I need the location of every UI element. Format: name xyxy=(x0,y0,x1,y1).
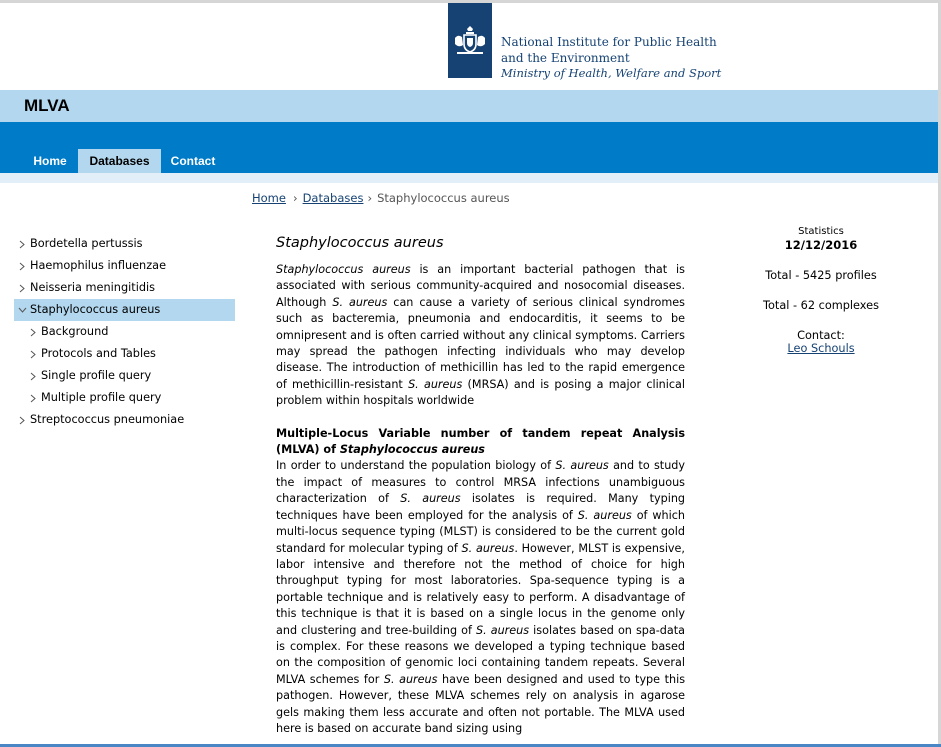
nav-underline-band xyxy=(0,173,938,183)
chevron-right-icon xyxy=(30,387,38,409)
intro-paragraph: Staphylococcus aureus is an important bacterial pathogen that is associated with serious community-acquired and nosocomial diseases. Although S. aureus can cause a variety of serious clinical syndromes such as bacteremia, pneumonia and endocarditis, it seems to be omnipresent and is often carried without any clinical symptoms. Carriers may spread the pathogen infecting individuals who may develop disease. The introduction of methicillin has led to the rapid emergence of methicillin-resistant S. aureus (MRSA) and is posing a major clinical problem within hospitals worldwide xyxy=(276,263,686,408)
sidebar xyxy=(14,233,235,431)
chevron-right-icon xyxy=(19,409,27,431)
sidebar-item-label: Haemophilus influenzae xyxy=(30,259,167,272)
chevron-right-icon xyxy=(30,321,38,343)
sidebar-subitem-multiple-query[interactable] xyxy=(14,387,235,409)
sidebar-subitem-single-query[interactable] xyxy=(14,365,235,387)
breadcrumb xyxy=(252,191,510,205)
rivm-logo[interactable] xyxy=(448,3,492,78)
chevron-right-icon xyxy=(19,233,27,255)
statistics-panel xyxy=(746,226,896,355)
contact-link[interactable]: Leo Schouls xyxy=(787,342,855,355)
sidebar-subitem-protocols[interactable] xyxy=(14,343,235,365)
chevron-right-icon: › xyxy=(367,191,373,205)
sidebar-item-label: Staphylococcus aureus xyxy=(30,303,161,316)
total-profiles: Total - 5425 profiles xyxy=(765,269,877,282)
sidebar-item-staphylococcus[interactable] xyxy=(14,299,235,321)
chevron-right-icon xyxy=(30,343,38,365)
statistics-label: Statistics xyxy=(798,226,844,237)
sidebar-item-bordetella[interactable] xyxy=(14,233,235,255)
org-line-1: National Institute for Public Health xyxy=(501,35,717,49)
sidebar-item-label: Neisseria meningitidis xyxy=(30,281,156,294)
sidebar-item-streptococcus[interactable] xyxy=(14,409,235,431)
title-band xyxy=(0,90,938,122)
total-complexes: Total - 62 complexes xyxy=(763,299,879,312)
sidebar-subitem-background[interactable] xyxy=(14,321,235,343)
main-content xyxy=(276,233,685,737)
sidebar-item-label: Single profile query xyxy=(41,369,152,382)
sidebar-item-label: Background xyxy=(41,325,109,338)
sidebar-item-label: Protocols and Tables xyxy=(41,347,156,360)
section-heading: Multiple-Locus Variable number of tandem repeat Analysis (MLVA) of Staphylococcus aureus xyxy=(276,426,685,457)
sidebar-item-haemophilus[interactable] xyxy=(14,255,235,277)
breadcrumb-databases-link[interactable]: Databases xyxy=(302,191,364,205)
mlva-paragraph: In order to understand the population biology of S. aureus and to study the impact of measures to control MRSA infections unambiguous characterization of S. aureus isolates is required. Many typing techniques have been employed for the analysis of S. aureus of which multi-locus sequence typing (MLST) is considered to be the current gold standard for molecular typing of S. aureus. However, MLST is expensive, labor intensive and therefore not the method of choice for high throughput typing for most laboratories. Spa-sequence typing is a portable technique and is relatively easy to perform. A disadvantage of this technique is that it is based on a single locus in the genome only and clustering and tree-building of S. aureus isolates based on spa-data is complex. For these reasons we developed a typing technique based on the composition of genomic loci containing tandem repeats. Several MLVA schemes for S. aureus have been designed and used to type this pathogen. However, these MLVA schemes rely on analysis in agarose gels making them less accurate and often not portable. The MLVA used here is based on accurate band sizing using xyxy=(276,459,686,735)
contact-label: Contact: xyxy=(797,329,845,342)
sidebar-item-label: Multiple profile query xyxy=(41,391,162,404)
tab-contact[interactable]: Contact xyxy=(170,154,216,168)
sidebar-item-label: Bordetella pertussis xyxy=(30,237,143,250)
page-title: Staphylococcus aureus xyxy=(276,235,444,251)
chevron-right-icon xyxy=(19,255,27,277)
tab-databases[interactable]: Databases xyxy=(78,149,161,173)
breadcrumb-home-link[interactable]: Home xyxy=(252,191,286,205)
organization-name xyxy=(501,35,721,82)
breadcrumb-current: Staphylococcus aureus xyxy=(377,191,510,205)
site-title: MLVA xyxy=(24,96,70,115)
chevron-right-icon: › xyxy=(292,191,298,205)
org-line-3: Ministry of Health, Welfare and Sport xyxy=(501,66,722,80)
chevron-right-icon xyxy=(30,365,38,387)
chevron-down-icon xyxy=(19,299,27,321)
sidebar-item-label: Streptococcus pneumoniae xyxy=(30,413,185,426)
org-line-2: and the Environment xyxy=(501,50,630,65)
tab-home[interactable]: Home xyxy=(33,154,67,168)
sidebar-item-neisseria[interactable] xyxy=(14,277,235,299)
coat-of-arms-icon xyxy=(452,26,488,56)
chevron-right-icon xyxy=(19,277,27,299)
statistics-date: 12/12/2016 xyxy=(784,238,858,252)
